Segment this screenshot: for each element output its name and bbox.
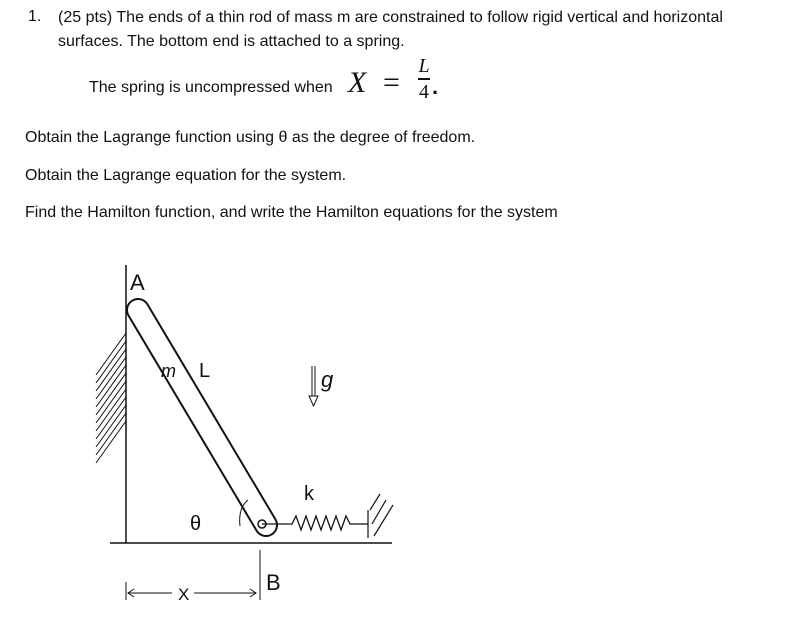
fraction-numerator: L — [418, 55, 430, 77]
problem-line-1: (25 pts) The ends of a thin rod of mass m are constrained to follow rigid vertical and horizontal — [58, 9, 723, 26]
problem-number: 1. — [28, 8, 42, 25]
equation-equals: = — [383, 66, 400, 99]
x-dimension — [126, 550, 260, 600]
gravity-arrow — [309, 366, 318, 406]
problem-line-2: surfaces. The bottom end is attached to a spring. — [58, 33, 405, 50]
label-length: L — [199, 360, 211, 382]
equation-period: . — [432, 74, 439, 99]
label-b: B — [266, 570, 281, 595]
wall-hatching — [96, 333, 126, 463]
spring — [262, 516, 368, 530]
spring-condition-text: The spring is uncompressed when — [89, 79, 333, 96]
label-gravity: g — [321, 367, 334, 392]
spring-anchor — [368, 494, 393, 538]
task-hamilton: Find the Hamilton function, and write the Hamilton equations for the system — [25, 204, 558, 221]
label-spring-k: k — [304, 483, 314, 505]
label-x: X — [178, 585, 190, 604]
task-lagrange-equation: Obtain the Lagrange equation for the system. — [25, 167, 347, 184]
label-mass: m — [161, 361, 176, 381]
rod — [138, 310, 266, 525]
task-lagrange-function: Obtain the Lagrange function using θ as the degree of freedom. — [25, 129, 476, 146]
fraction-denominator: 4 — [419, 81, 429, 103]
label-a: A — [130, 270, 145, 295]
equation-variable: X — [348, 66, 367, 99]
label-theta: θ — [190, 513, 202, 535]
